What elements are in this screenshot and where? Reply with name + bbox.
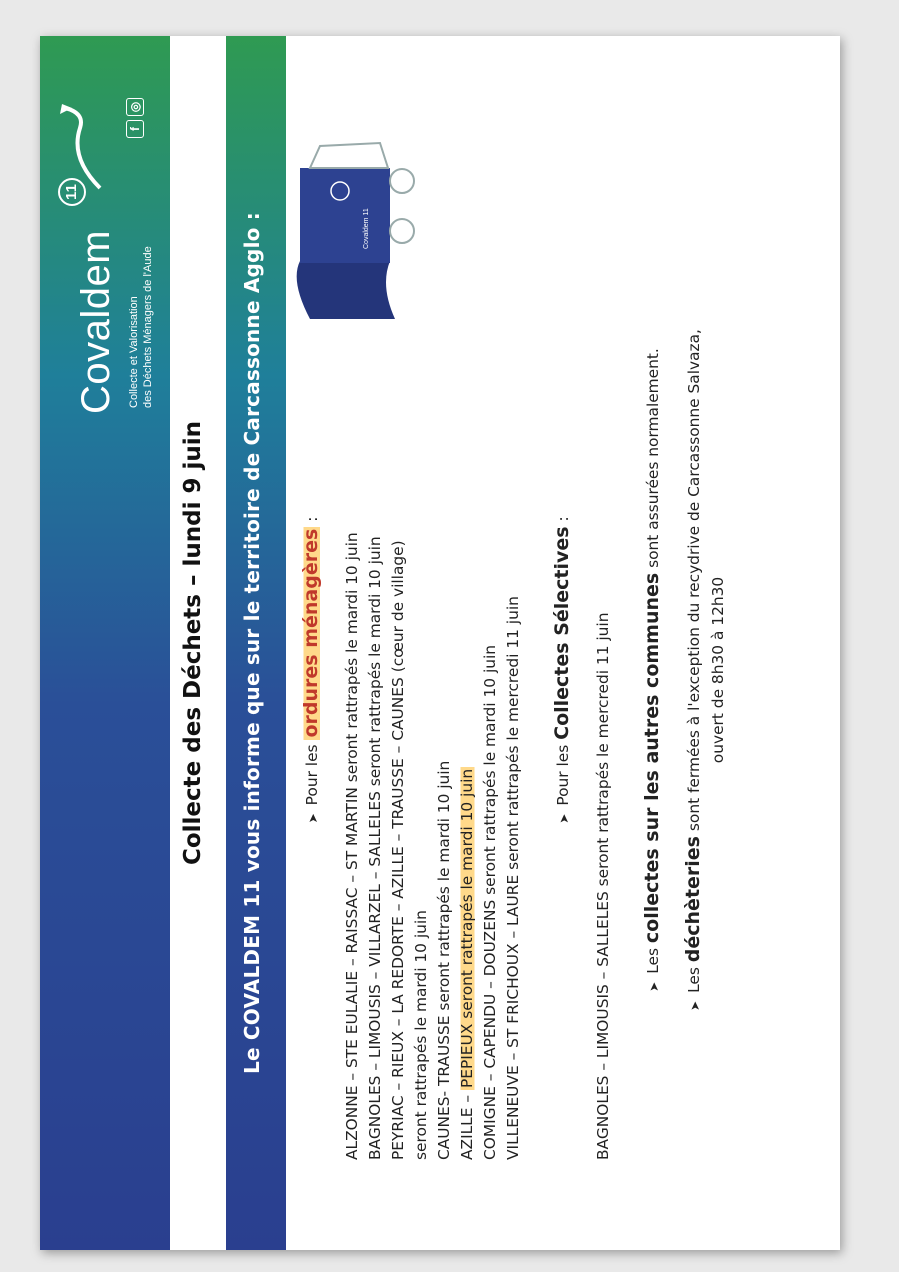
ordures-line-6: AZILLE – PEPIEUX seront rattrapés le mardi 10 juin <box>458 768 476 1160</box>
decheteries: ➤Les déchèteries sont fermées à l'exception du recydrive de Carcassonne Salvaza, <box>682 180 707 1160</box>
ordures-intro: ➤Pour les ordures ménagères : <box>300 180 325 1160</box>
arrow-bullet-icon: ➤ <box>647 981 661 992</box>
header-banner <box>40 36 170 1250</box>
ordures-line-1: ALZONNE – STE EULALIE – RAISSAC – ST MARTIN seront rattrapés le mardi 10 juin <box>343 532 361 1160</box>
logo-tagline-1: Collecte et Valorisation <box>128 296 140 408</box>
arrow-bullet-icon: ➤ <box>688 1000 702 1011</box>
ordures-highlight: ordures ménagères <box>300 528 322 738</box>
selectives-intro: ➤Pour les Collectes Sélectives : <box>551 180 576 1160</box>
logo-tagline-2: des Déchets Ménagers de l'Aude <box>142 246 154 408</box>
truck-label: Covaldem 11 <box>363 208 370 249</box>
ordures-line-4: seront rattrapés le mardi 10 juin <box>412 910 430 1160</box>
flyer-sheet <box>40 36 840 1250</box>
facebook-icon[interactable]: f <box>126 120 144 138</box>
covaldem-logo <box>50 74 165 414</box>
logo-word: Covaldem <box>74 229 118 414</box>
decheteries-hours: ouvert de 8h30 à 12h30 <box>709 576 727 764</box>
logo-number: 11 <box>58 178 86 206</box>
autres-communes: ➤Les collectes sur les autres communes sont assurées normalement. <box>641 180 666 1160</box>
pepieux-highlight: PEPIEUX seront rattrapés le mardi 10 juin <box>458 768 476 1089</box>
ordures-line-2: BAGNOLES – LIMOUSIS – VILLARZEL – SALLELES seront rattrapés le mardi 10 juin <box>366 536 384 1160</box>
instagram-icon[interactable]: ◎ <box>126 98 144 116</box>
flyer-content <box>40 36 840 1250</box>
arrow-bullet-icon: ➤ <box>306 813 320 824</box>
page-title: Collecte des Déchets – lundi 9 juin <box>180 420 206 866</box>
subtitle: Le COVALDEM 11 vous informe que sur le territoire de Carcassonne Agglo : <box>240 212 264 1074</box>
selectives-line-1: BAGNOLES – LIMOUSIS – SALLELES seront rattrapés le mercredi 11 juin <box>594 612 612 1160</box>
arrow-bullet-icon: ➤ <box>557 813 571 824</box>
social-icons <box>126 98 144 138</box>
announcement-body <box>300 180 730 1160</box>
ordures-line-7: COMIGNE – CAPENDU – DOUZENS seront rattrapés le mardi 10 juin <box>481 644 499 1160</box>
ordures-line-8: VILLENEUVE – ST FRICHOUX – LAURE seront rattrapés le mercredi 11 juin <box>504 596 522 1160</box>
ordures-line-3: PEYRIAC – RIEUX – LA REDORTE – AZILLE – TRAUSSE – CAUNES (cœur de village) <box>389 540 407 1160</box>
ordures-line-5: CAUNES- TRAUSSE seront rattrapés le mardi 10 juin <box>435 760 453 1160</box>
